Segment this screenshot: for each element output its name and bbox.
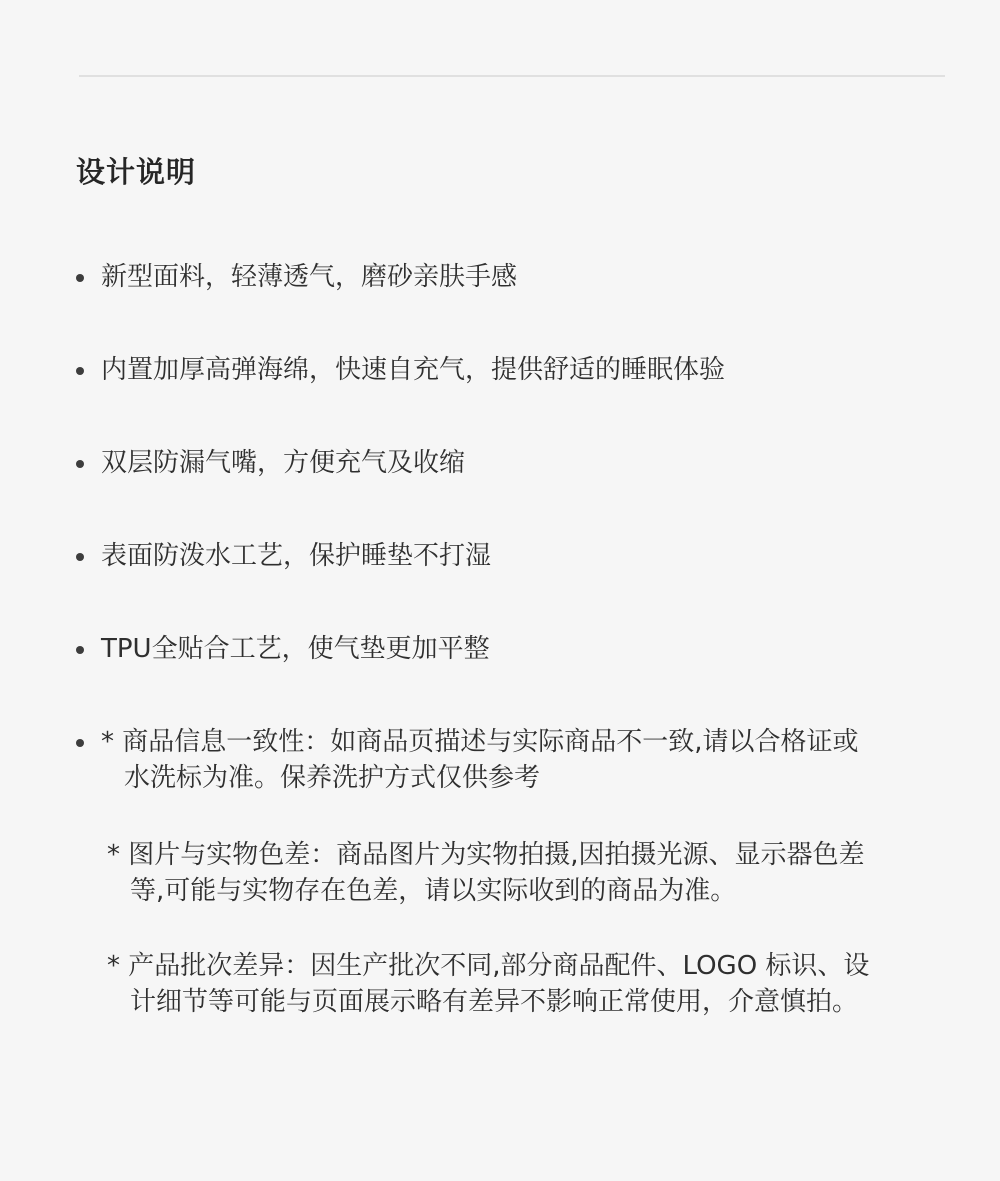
feature-item	[76, 538, 946, 574]
note-line-2: 等,可能与实物存在色差，请以实际收到的商品为准。	[130, 876, 737, 906]
bullet-dot-icon	[76, 274, 84, 282]
feature-text: 表面防泼水工艺，保护睡垫不打湿	[101, 541, 492, 571]
bullet-dot-icon	[76, 367, 84, 375]
feature-item	[76, 352, 946, 388]
feature-text: 双层防漏气嘴，方便充气及收缩	[101, 448, 466, 478]
section-title: 设计说明	[76, 155, 197, 189]
bullet-dot-icon	[76, 553, 84, 561]
feature-item	[76, 631, 946, 667]
top-divider	[79, 75, 945, 77]
feature-text: 新型面料，轻薄透气，磨砂亲肤手感	[101, 262, 518, 292]
note-item	[107, 837, 952, 909]
feature-item	[76, 445, 946, 481]
note-line-1: * 商品信息一致性：如商品页描述与实际商品不一致,请以合格证或	[101, 727, 859, 757]
bullet-dot-icon	[76, 646, 84, 654]
feature-text: TPU全贴合工艺，使气垫更加平整	[101, 634, 490, 664]
bullet-dot-icon	[76, 739, 84, 747]
note-line-2: 计细节等可能与页面展示略有差异不影响正常使用，介意慎拍。	[130, 987, 859, 1017]
note-line-2: 水洗标为准。保养洗护方式仅供参考	[124, 763, 541, 793]
note-line-1: * 图片与实物色差：商品图片为实物拍摄,因拍摄光源、显示器色差	[107, 840, 865, 870]
note-line-1: * 产品批次差异：因生产批次不同,部分商品配件、LOGO 标识、设	[107, 951, 870, 981]
feature-text: 内置加厚高弹海绵，快速自充气，提供舒适的睡眠体验	[101, 355, 726, 385]
note-item	[76, 724, 946, 796]
note-item	[107, 948, 952, 1020]
bullet-dot-icon	[76, 460, 84, 468]
feature-item	[76, 259, 946, 295]
